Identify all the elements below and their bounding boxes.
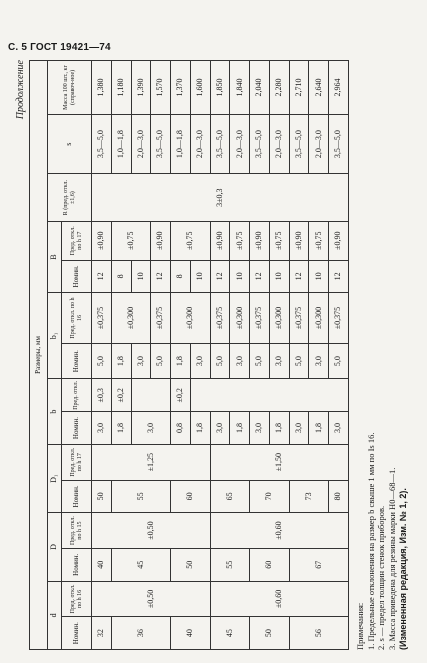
cell-s: 1,0—1,8: [171, 114, 191, 173]
cell-mass: 2,964: [329, 61, 349, 115]
cell-D: 40: [92, 548, 112, 581]
col-s: s: [48, 114, 92, 173]
cell-s: 3,5—5,0: [289, 114, 309, 173]
cell-D: 55: [210, 548, 250, 581]
cell-b1: 3,0: [190, 343, 210, 379]
cell-mass: 1,570: [151, 61, 171, 115]
cell-b-dev: ±0,2: [111, 379, 131, 412]
cell-b1: 3,0: [309, 343, 329, 379]
rotated-content: [15, 60, 425, 650]
note-1: 1. Предельные отклонения на размер b свыше 1 мм по Is 16.: [365, 432, 376, 650]
cell-b: 3,0: [289, 412, 309, 445]
col-B: B: [48, 221, 62, 292]
col-d: d: [48, 581, 62, 649]
cell-D1: 80: [329, 480, 349, 513]
cell-b: 3,0: [329, 412, 349, 445]
cell-mass: 1,180: [111, 61, 131, 115]
cell-b1: 1,8: [111, 343, 131, 379]
B-dev: Пред. откл. по h 17: [62, 221, 92, 260]
col-D1: D₁: [48, 444, 62, 512]
d-dev: Пред. откл. по h 16: [62, 581, 92, 617]
cell-D1: 73: [289, 480, 329, 513]
cell-d: 32: [92, 617, 112, 650]
cell-s: 3,5—5,0: [210, 114, 230, 173]
b1-nom: Номин.: [62, 343, 92, 379]
cell-B: 10: [309, 260, 329, 293]
cell-mass: 2,640: [309, 61, 329, 115]
cell-b1: 1,8: [171, 343, 191, 379]
cell-B: 8: [111, 260, 131, 293]
cell-b1: 3,0: [131, 343, 151, 379]
cell-b1: 5,0: [210, 343, 230, 379]
cell-D1: 60: [171, 480, 211, 513]
cell-D-dev: ±0,60: [210, 513, 348, 549]
table-row: [111, 61, 131, 650]
page-title: С. 5 ГОСТ 19421—74: [8, 42, 111, 53]
cell-B: 10: [230, 260, 250, 293]
cell-mass: 2,280: [269, 61, 289, 115]
cell-b-dev-blank: [190, 379, 348, 412]
cell-s: 2,0—3,0: [190, 114, 210, 173]
cell-d-dev: ±0,50: [92, 581, 211, 617]
cell-mass: 2,040: [250, 61, 270, 115]
cell-b1-dev: ±0,300: [171, 293, 211, 344]
cell-b1: 5,0: [151, 343, 171, 379]
col-R: R (пред. откл. ±1,6): [48, 174, 92, 222]
cell-B: 10: [131, 260, 151, 293]
D1-dev: Пред. откл. по h 17: [62, 444, 92, 480]
cell-d-dev: ±0,60: [210, 581, 348, 617]
cell-s: 2,0—3,0: [230, 114, 250, 173]
cell-B: 12: [329, 260, 349, 293]
cell-R: 3±0,3: [92, 174, 349, 222]
table-row: [210, 61, 230, 650]
D-dev: Пред. откл. по h 15: [62, 513, 92, 549]
table-row: [92, 61, 112, 650]
cell-b1: 5,0: [289, 343, 309, 379]
cell-d: 36: [111, 617, 170, 650]
cell-B-dev: ±0,90: [151, 221, 171, 260]
cell-s: 1,0—1,8: [111, 114, 131, 173]
cell-d: 40: [171, 617, 211, 650]
cell-b1-dev: ±0,300: [269, 293, 289, 344]
table-body: [92, 61, 349, 650]
cell-b1-dev: ±0,375: [151, 293, 171, 344]
cell-B-dev: ±0,90: [289, 221, 309, 260]
cell-b-dev: [131, 379, 171, 412]
note-2: 2. s — предел толщин стенок приборов.: [376, 505, 387, 650]
cell-b1-dev: ±0,375: [289, 293, 309, 344]
dimensions-table: [29, 60, 349, 650]
cell-B-dev: ±0,75: [230, 221, 250, 260]
cell-B: 10: [190, 260, 210, 293]
cell-D1-dev: ±1,25: [92, 444, 211, 480]
cell-D: 60: [250, 548, 290, 581]
cell-b-dev: ±0,3: [92, 379, 112, 412]
cell-b1: 5,0: [92, 343, 112, 379]
rotated-page: [15, 60, 425, 650]
table-row: [171, 61, 191, 650]
cell-D-dev: ±0,50: [92, 513, 211, 549]
cell-b1-dev: ±0,375: [250, 293, 270, 344]
cell-B-dev: ±0,90: [92, 221, 112, 260]
D1-nom: Номин.: [62, 480, 92, 513]
cell-B: 12: [250, 260, 270, 293]
cell-b: 3,0: [92, 412, 112, 445]
cell-b1-dev: ±0,300: [309, 293, 329, 344]
cell-B: 12: [289, 260, 309, 293]
cell-s: 2,0—3,0: [269, 114, 289, 173]
table-row: [250, 61, 270, 650]
B-nom: Номин.: [62, 260, 92, 293]
cell-mass: 1,380: [92, 61, 112, 115]
cell-b1: 3,0: [269, 343, 289, 379]
cell-b1: 3,0: [230, 343, 250, 379]
note-3: 3. Масса приведена для резины марки Н0—68—1.: [386, 467, 397, 650]
d-nom: Номин.: [62, 617, 92, 650]
cell-b-dev: ±0,2: [171, 379, 191, 412]
cell-b: 1,8: [269, 412, 289, 445]
edition-note: (Измененная редакция, Изм. № 1, 2).: [397, 488, 408, 650]
sizes-title: Размеры, мм: [30, 61, 48, 650]
cell-D1: 50: [92, 480, 112, 513]
col-b: b: [48, 379, 62, 444]
cell-d: 45: [210, 617, 250, 650]
cell-mass: 1,600: [190, 61, 210, 115]
cell-D1: 70: [250, 480, 290, 513]
cell-D: 67: [289, 548, 348, 581]
cell-B-dev: ±0,90: [329, 221, 349, 260]
cell-mass: 2,710: [289, 61, 309, 115]
cell-s: 2,0—3,0: [309, 114, 329, 173]
cell-B-dev: ±0,75: [269, 221, 289, 260]
col-b1: b₁: [48, 293, 62, 379]
cell-b: 1,8: [111, 412, 131, 445]
cell-d: 56: [289, 617, 348, 650]
cell-s: 3,5—5,0: [250, 114, 270, 173]
cell-D1-dev: ±1,50: [210, 444, 348, 480]
col-D: D: [48, 513, 62, 581]
cell-b1-dev: ±0,300: [230, 293, 250, 344]
D-nom: Номин.: [62, 548, 92, 581]
notes-title: Примечания:: [355, 602, 365, 650]
cell-b: 3,0: [131, 412, 171, 445]
cell-b: 3,0: [250, 412, 270, 445]
cell-b: 1,8: [230, 412, 250, 445]
cell-mass: 1,390: [131, 61, 151, 115]
cell-B: 12: [151, 260, 171, 293]
b1-dev: Пред. откл. по h 16: [62, 293, 92, 344]
cell-B-dev: ±0,75: [111, 221, 151, 260]
cell-B: 8: [171, 260, 191, 293]
col-mass: Масса 100 шт., кг (справоч-ное): [48, 61, 92, 115]
cell-b1: 5,0: [250, 343, 270, 379]
cell-b1-dev: ±0,375: [329, 293, 349, 344]
cell-s: 3,5—5,0: [92, 114, 112, 173]
cell-D: 50: [171, 548, 211, 581]
table-row: [289, 61, 309, 650]
cell-b: 1,8: [190, 412, 210, 445]
cell-d: 50: [250, 617, 290, 650]
cell-b: 1,8: [309, 412, 329, 445]
cell-B-dev: ±0,90: [250, 221, 270, 260]
cell-mass: 1,370: [171, 61, 191, 115]
cell-mass: 1,840: [230, 61, 250, 115]
cell-b: 3,0: [210, 412, 230, 445]
cell-b: 0,8: [171, 412, 191, 445]
cell-b1-dev: ±0,375: [210, 293, 230, 344]
cell-B-dev: ±0,90: [210, 221, 230, 260]
cell-D1: 65: [210, 480, 250, 513]
cell-b1-dev: ±0,375: [92, 293, 112, 344]
cell-s: 3,5—5,0: [151, 114, 171, 173]
b-dev: Пред. откл.: [62, 379, 92, 412]
cell-B: 12: [92, 260, 112, 293]
cell-s: 2,0—3,0: [131, 114, 151, 173]
continuation-label: Продолжение: [15, 60, 26, 120]
cell-s: 3,5—5,0: [329, 114, 349, 173]
cell-b1: 5,0: [329, 343, 349, 379]
b-nom: Номин.: [62, 412, 92, 445]
cell-B: 10: [269, 260, 289, 293]
cell-B: 12: [210, 260, 230, 293]
cell-B-dev: ±0,75: [171, 221, 211, 260]
cell-b1-dev: ±0,300: [111, 293, 151, 344]
cell-D: 45: [111, 548, 170, 581]
cell-D1: 55: [111, 480, 170, 513]
notes: [355, 60, 409, 650]
cell-mass: 1,850: [210, 61, 230, 115]
cell-B-dev: ±0,75: [309, 221, 329, 260]
dimensions-table-wrap: [29, 60, 349, 650]
